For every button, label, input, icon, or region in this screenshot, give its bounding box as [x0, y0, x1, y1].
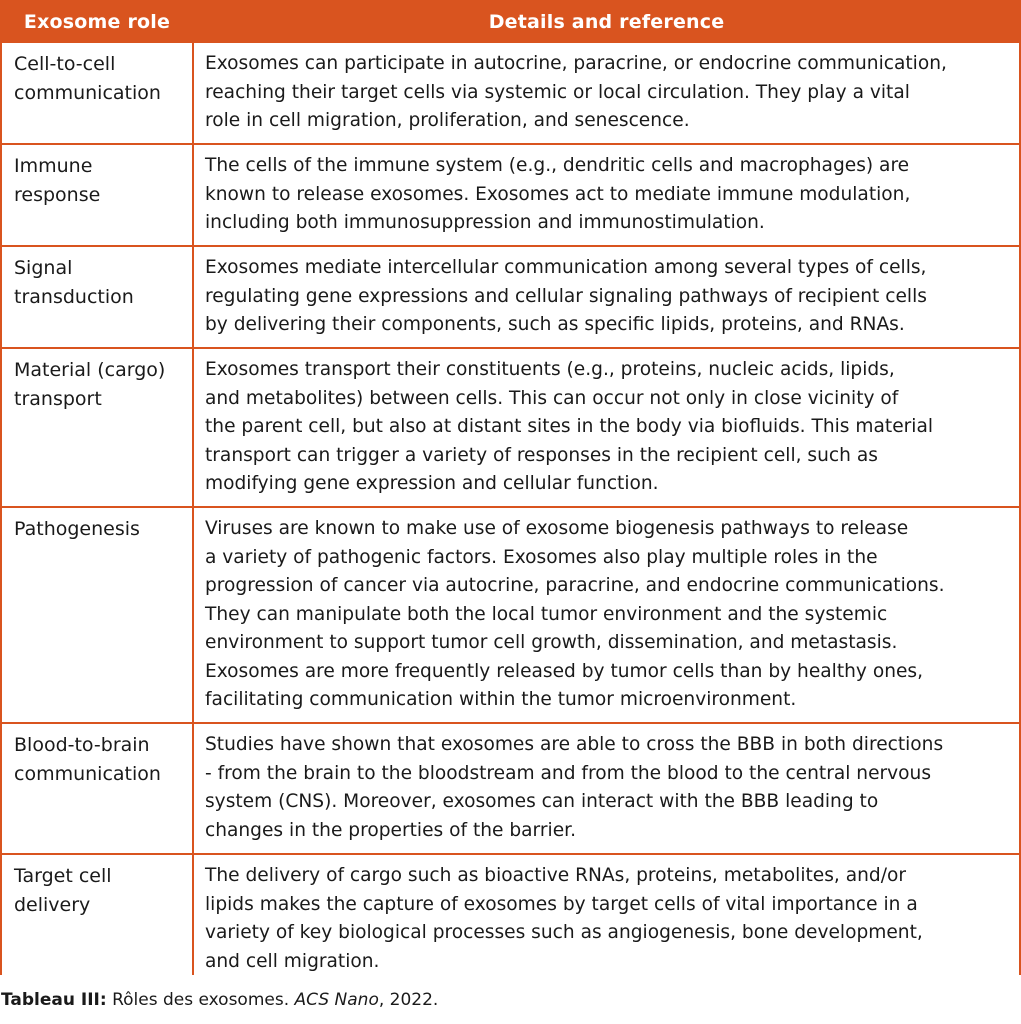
header-exosome-role: Exosome role — [2, 2, 192, 41]
row-details-cell: Exosomes mediate intercellular communication among several types of cells, regulating gene expressions and cellular signaling pathways of recipient cells by delivering their components, such as specific lipids, proteins, and RNAs. — [194, 247, 1019, 347]
row-details-cell: Exosomes can participate in autocrine, paracrine, or endocrine communication, reaching their target cells via systemic or local circulation. They play a vital role in cell migration, proliferation, and senescence. — [194, 43, 1019, 143]
row-role-cell: Blood-to-brain communication — [2, 724, 192, 853]
row-details-cell: Studies have shown that exosomes are able to cross the BBB in both directions - from the brain to the bloodstream and from the blood to the central nervous system (CNS). Moreover, exosomes can interact with the BBB leading to changes in the properties of the barrier. — [194, 724, 1019, 853]
row-role-cell: Pathogenesis — [2, 508, 192, 722]
header-details: Details and reference — [194, 2, 1019, 41]
caption-text: Rôles des exosomes. — [106, 990, 295, 1010]
caption-journal: ACS Nano — [294, 990, 379, 1010]
table-caption — [1, 990, 438, 1010]
row-details-cell: Exosomes transport their constituents (e.g., proteins, nucleic acids, lipids, and metabolites) between cells. This can occur not only in close vicinity of the parent cell, but also at distant sites in the body via biofluids. This material transport can trigger a variety of responses in the recipient cell, such as modifying gene expression and cellular function. — [194, 349, 1019, 506]
caption-label: Tableau III: — [1, 990, 107, 1010]
row-role-cell: Target cell delivery — [2, 855, 192, 983]
row-role-cell: Cell-to-cell communication — [2, 43, 192, 143]
row-details-cell: The cells of the immune system (e.g., dendritic cells and macrophages) are known to release exosomes. Exosomes act to mediate immune modulation, including both immunosuppression and immunostimulation. — [194, 145, 1019, 245]
row-role-cell: Immune response — [2, 145, 192, 245]
row-role-cell: Material (cargo) transport — [2, 349, 192, 506]
table-grid — [2, 2, 1019, 973]
row-role-cell: Signal transduction — [2, 247, 192, 347]
row-details-cell: The delivery of cargo such as bioactive RNAs, proteins, metabolites, and/or lipids makes the capture of exosomes by target cells of vital importance in a variety of key biological processes such as angiogenesis, bone development, and cell migration. — [194, 855, 1019, 983]
caption-year: , 2022. — [378, 990, 439, 1010]
row-details-cell: Viruses are known to make use of exosome biogenesis pathways to release a variety of pathogenic factors. Exosomes also play multiple roles in the progression of cancer via autocrine, paracrine, and endocrine communications. They can manipulate both the local tumor environment and the systemic environment to support tumor cell growth, dissemination, and metastasis. Exosomes are more frequently released by tumor cells than by healthy ones, facilitating communication within the tumor microenvironment. — [194, 508, 1019, 722]
